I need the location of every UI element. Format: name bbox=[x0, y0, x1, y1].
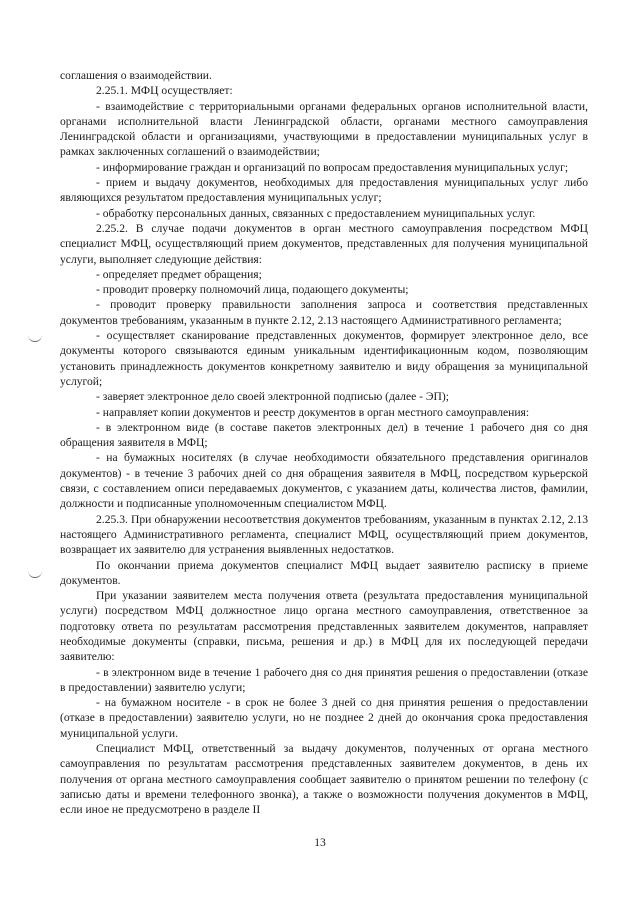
paragraph: Специалист МФЦ, ответственный за выдачу документов, полученных от органа местного самоуправления по результатам рассмотрения представленных заявителем документов, в день их получения от органа местного самоуправления сообщает заявителю о принятом решении по телефону (с записью даты и времени телефонного звонка), а также о возможности получения документов в МФЦ, если иное не предусмотрено в разделе II bbox=[60, 742, 588, 817]
paragraph: По окончании приема документов специалист МФЦ выдает заявителю расписку в приеме документов. bbox=[60, 558, 588, 587]
paragraph: - проводит проверку правильности заполнения запроса и соответствия представленных документов требованиям, указанным в пункте 2.12, 2.13 настоящего Административного регламента; bbox=[60, 298, 588, 327]
paragraph: - в электронном виде в течение 1 рабочего дня со дня принятия решения о предоставлении (отказе в предоставлении) заявителю услуги; bbox=[60, 665, 588, 694]
paragraph: - заверяет электронное дело своей электронной подписью (далее - ЭП); bbox=[96, 390, 450, 404]
document-body bbox=[60, 68, 588, 818]
paragraph: - обработку персональных данных, связанных с предоставлением муниципальных услуг. bbox=[96, 206, 536, 220]
binder-hole-mark bbox=[28, 571, 42, 578]
paragraph: - осуществляет сканирование представленных документов, формирует электронное дело, все документы которого связываются единым уникальным идентификационным кодом, позволяющим установить принадлежность документов конкретному заявителю и виду обращения за муниципальной услугой; bbox=[60, 329, 588, 388]
paragraph: - взаимодействие с территориальными органами федеральных органов исполнительной власти, органами исполнительной власти Ленинградской области, органами местного самоуправления Ленинградской области и организациями, участвующими в предоставлении муниципальных услуг в рамках заключенных соглашений о взаимодействии; bbox=[60, 99, 588, 159]
paragraph: - на бумажном носителе - в срок не более 3 дней со дня принятия решения о предоставлении (отказе в предоставлении) заявителю услуги, но не позднее 2 дней до окончания срока предоставления муниципальной услуги. bbox=[60, 696, 588, 740]
paragraph: - определяет предмет обращения; bbox=[96, 267, 262, 281]
paragraph: - проводит проверку полномочий лица, подающего документы; bbox=[96, 283, 409, 297]
paragraph: 2.25.2. В случае подачи документов в орган местного самоуправления посредством МФЦ специалист МФЦ, осуществляющий прием документов, представленных для получения муниципальной услуги, выполняет следующие действия: bbox=[60, 221, 588, 266]
paragraph: При указании заявителем места получения ответа (результата предоставления муниципальной услуги) посредством МФЦ должностное лицо органа местного самоуправления, ответственное за подготовку ответа по результатам рассмотрения представленных заявителем документов, направляет необходимые документы (справки, письма, решения и др.) в МФЦ для их последующей передачи заявителю: bbox=[60, 589, 588, 664]
paragraph: - информирование граждан и организаций по вопросам предоставления муниципальных услуг; bbox=[96, 160, 569, 174]
page-number: 13 bbox=[314, 836, 326, 849]
paragraph: - направляет копии документов и реестр документов в орган местного самоуправления: bbox=[96, 405, 530, 419]
paragraph: - на бумажных носителях (в случае необходимости обязательного представления оригиналов документов) - в течение 3 рабочих дней со дня обращения заявителя в МФЦ, посредством курьерской связи, с составлением описи передаваемых документов, с указанием даты, количества листов, фамилии, должности и подписанные уполномоченным специалистом МФЦ. bbox=[60, 451, 588, 511]
paragraph: - в электронном виде (в составе пакетов электронных дел) в течение 1 рабочего дня со дня обращения заявителя в МФЦ; bbox=[60, 420, 588, 450]
paragraph: 2.25.1. МФЦ осуществляет: bbox=[96, 84, 233, 98]
binder-hole-mark bbox=[28, 335, 42, 342]
paragraph: соглашения о взаимодействии. bbox=[60, 69, 212, 82]
paragraph: - прием и выдачу документов, необходимых для предоставления муниципальных услуг либо являющихся результатом предоставления муниципальных услуг; bbox=[60, 176, 588, 205]
paragraph: 2.25.3. При обнаружении несоответствия документов требованиям, указанным в пунктах 2.12, 2.13 настоящего Административного регламента, специалист МФЦ, осуществляющий прием документов, возвращает их заявителю для устранения выявленных недостатков. bbox=[60, 512, 588, 557]
